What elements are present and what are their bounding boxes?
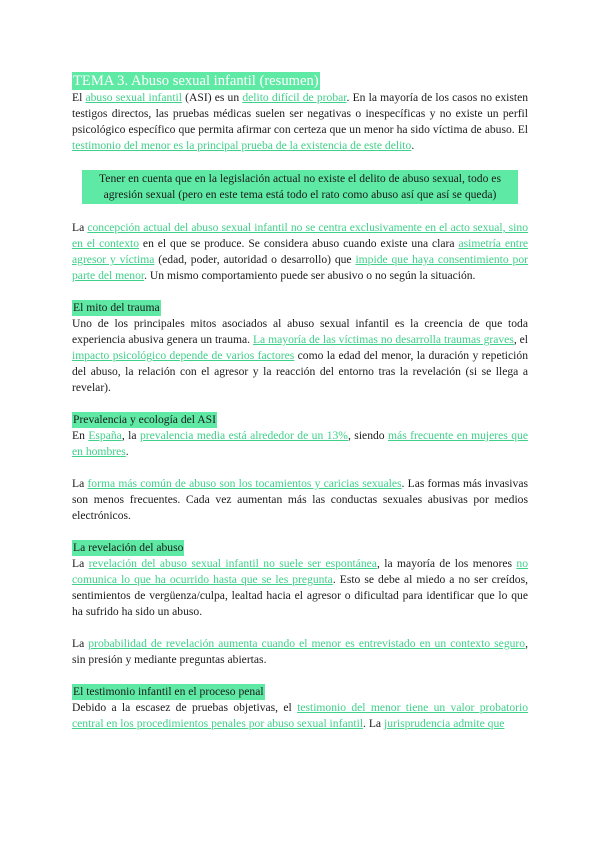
text: . Un mismo comportamiento puede ser abusivo o no según la situación. [144, 269, 476, 282]
intro-paragraph [72, 90, 528, 154]
text: . En la mayoría de los casos no existen testigos directos, las pruebas médicas suelen ser negativas o inespecíficas y no existe un perfil psicológico específico que permita afirmar con certeza que un menor ha sido víctima de abuso. El [72, 91, 529, 136]
text: (edad, poder, autoridad o desarrollo) que [154, 253, 356, 266]
link-prevalencia-media[interactable]: prevalencia media está alrededor de un 13% [139, 429, 348, 442]
link-abuso-sexual-infantil[interactable]: abuso sexual infantil [85, 91, 182, 104]
text: en el que se produce. Se considera abuso cuando existe una clara [139, 237, 459, 250]
mito-paragraph [72, 316, 528, 396]
heading-testimonio: El testimonio infantil en el proceso penal [73, 685, 264, 698]
text: En [72, 429, 89, 442]
text: , la [121, 429, 140, 442]
link-probabilidad-revelacion[interactable]: probabilidad de revelación aumenta cuando el menor es entrevistado en un contexto seguro [88, 637, 526, 650]
link-valor-probatorio[interactable]: testimonio del menor tiene un valor probatorio central en los procedimientos penales por abuso sexual infantil [72, 701, 528, 730]
revelacion-paragraph [72, 556, 528, 620]
text: , siendo [347, 429, 389, 442]
page-title: TEMA 3. Abuso sexual infantil (resumen) [73, 73, 319, 89]
link-espana[interactable]: España [88, 429, 122, 442]
link-no-comunica[interactable]: no comunica lo que ha ocurrido hasta que se les pregunta [72, 557, 528, 586]
link-revelacion-no-espontanea[interactable]: revelación del abuso sexual infantil no suele ser espontánea [88, 557, 377, 570]
link-jurisprudencia[interactable]: jurisprudencia admite que [383, 717, 505, 730]
highlight-note: Tener en cuenta que en la legislación actual no existe el delito de abuso sexual, todo es agresión sexual (pero en este tema está todo el rato como abuso así que así se queda) [82, 170, 518, 204]
heading-mito-trauma: El mito del trauma [73, 301, 160, 314]
text: . [411, 139, 415, 152]
text: , el [513, 333, 529, 346]
text: . La [363, 717, 384, 730]
testimonio-paragraph [72, 700, 528, 732]
text: . [125, 445, 129, 458]
link-forma-comun[interactable]: forma más común de abuso son los tocamientos y caricias sexuales [87, 477, 402, 490]
link-mas-frecuente[interactable]: más frecuente en mujeres que en hombres [72, 429, 528, 458]
concepcion-paragraph [72, 220, 528, 284]
link-concepcion-actual[interactable]: concepción actual del abuso sexual infantil no se centra exclusivamente en el acto sexual, sino en el contexto [72, 221, 528, 250]
text: La [72, 221, 88, 234]
probabilidad-paragraph [72, 636, 528, 668]
heading-prevalencia: Prevalencia y ecología del ASI [73, 413, 216, 426]
text: , la mayoría de los menores [376, 557, 517, 570]
formas-paragraph [72, 476, 528, 524]
text: (ASI) es un [181, 91, 243, 104]
link-impacto-psicologico[interactable]: impacto psicológico depende de varios factores [72, 349, 295, 362]
text: La [72, 477, 88, 490]
prevalencia-paragraph [72, 428, 528, 460]
link-testimonio-menor[interactable]: testimonio del menor es la principal prueba de la existencia de este delito [72, 139, 412, 152]
text: El [72, 91, 86, 104]
text: . Las formas más invasivas son menos frecuentes. Cada vez aumentan más las conductas sexuales abusivas por medios electrónicos. [72, 477, 528, 522]
text: como la edad del menor, la duración y repetición del abuso, la relación con el agresor y la reacción del entorno tras la revelación (si se llega a revelar). [72, 349, 528, 394]
text: , sin presión y mediante preguntas abiertas. [72, 637, 528, 666]
link-consentimiento[interactable]: impide que haya consentimiento por parte del menor [72, 253, 528, 282]
link-asimetria[interactable]: asimetría entre agresor y víctima [72, 237, 529, 266]
link-delito-dificil[interactable]: delito difícil de probar [242, 91, 347, 104]
document-body [72, 70, 528, 732]
text: La [72, 557, 89, 570]
link-mayoria-victimas[interactable]: La mayoría de las víctimas no desarrolla traumas graves [252, 333, 514, 346]
text: Debido a la escasez de pruebas objetivas, el [72, 701, 298, 714]
text: La [72, 637, 89, 650]
text: . Esto se debe al miedo a no ser creídos, sentimientos de vergüenza/culpa, lealtad hacia el agresor o dificultad para identificar que lo que ha sufrido ha sido un abuso. [72, 573, 528, 618]
text: Uno de los principales mitos asociados al abuso sexual infantil es la creencia de que toda experiencia abusiva genera un trauma. [72, 317, 528, 346]
heading-revelacion: La revelación del abuso [73, 541, 184, 554]
